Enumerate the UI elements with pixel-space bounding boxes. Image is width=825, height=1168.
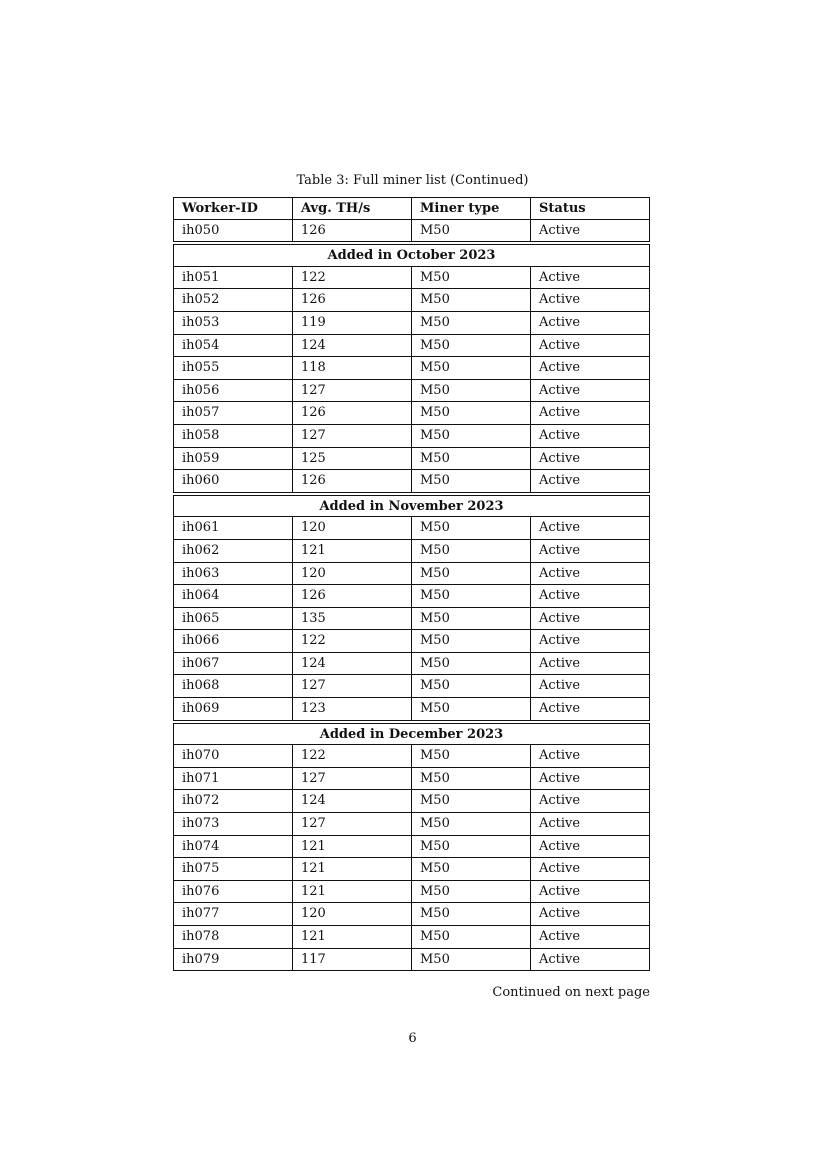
worker-id-cell: ih054 — [182, 337, 220, 353]
worker-id-cell: ih064 — [182, 588, 220, 604]
status-cell: Active — [530, 517, 649, 539]
status-cell: Active — [530, 448, 649, 470]
table-row — [173, 380, 650, 403]
status-cell: Active — [530, 675, 649, 697]
table-row — [173, 745, 650, 768]
worker-id-cell: ih056 — [182, 382, 220, 398]
miner-type-cell: M50 — [411, 630, 530, 652]
table-row — [173, 220, 650, 243]
table-row — [173, 903, 650, 926]
status-cell: Active — [530, 357, 649, 379]
table-caption: Table 3: Full miner list (Continued) — [296, 173, 529, 188]
status-cell: Active — [530, 267, 649, 289]
avg-ths-cell: 135 — [292, 608, 411, 630]
miner-type-cell: M50 — [411, 698, 530, 720]
miner-type-cell: M50 — [411, 813, 530, 835]
group-heading: Added in December 2023 — [173, 723, 650, 746]
miner-type-cell: M50 — [411, 608, 530, 630]
table-row — [173, 881, 650, 904]
table-row — [173, 949, 650, 972]
status-cell: Active — [530, 608, 649, 630]
avg-ths-cell: 124 — [292, 653, 411, 675]
table-row — [173, 267, 650, 290]
status-cell: Active — [530, 630, 649, 652]
avg-ths-cell: 126 — [292, 402, 411, 424]
table-row — [173, 608, 650, 631]
worker-id-cell: ih051 — [182, 269, 220, 285]
avg-ths-cell: 125 — [292, 448, 411, 470]
status-cell: Active — [530, 402, 649, 424]
table-row — [173, 698, 650, 721]
table-header-row — [173, 197, 650, 220]
status-cell: Active — [530, 653, 649, 675]
table-row — [173, 540, 650, 563]
status-cell: Active — [530, 926, 649, 948]
table-row — [173, 335, 650, 358]
status-cell: Active — [530, 220, 649, 242]
miner-type-cell: M50 — [411, 949, 530, 971]
miner-type-cell: M50 — [411, 289, 530, 311]
status-cell: Active — [530, 698, 649, 720]
worker-id-cell: ih068 — [182, 678, 220, 694]
miner-type-cell: M50 — [411, 858, 530, 880]
table-row — [173, 836, 650, 859]
worker-id-cell: ih061 — [182, 520, 220, 536]
status-cell: Active — [530, 563, 649, 585]
avg-ths-cell: 127 — [292, 425, 411, 447]
worker-id-cell: ih074 — [182, 838, 220, 854]
worker-id-cell: ih071 — [182, 770, 220, 786]
avg-ths-cell: 127 — [292, 675, 411, 697]
status-cell: Active — [530, 380, 649, 402]
miner-type-cell: M50 — [411, 220, 530, 242]
table-row — [173, 425, 650, 448]
worker-id-cell: ih058 — [182, 427, 220, 443]
worker-id-cell: ih060 — [182, 473, 220, 489]
avg-ths-cell: 127 — [292, 768, 411, 790]
avg-ths-cell: 122 — [292, 630, 411, 652]
table-row — [173, 357, 650, 380]
worker-id-cell: ih079 — [182, 951, 220, 967]
column-header-status: Status — [530, 198, 649, 219]
avg-ths-cell: 120 — [292, 517, 411, 539]
avg-ths-cell: 118 — [292, 357, 411, 379]
status-cell: Active — [530, 881, 649, 903]
page-number: 6 — [408, 1031, 417, 1046]
miner-type-cell: M50 — [411, 903, 530, 925]
table-row — [173, 289, 650, 312]
status-cell: Active — [530, 540, 649, 562]
avg-ths-cell: 127 — [292, 813, 411, 835]
avg-ths-cell: 123 — [292, 698, 411, 720]
worker-id-cell: ih070 — [182, 748, 220, 764]
avg-ths-cell: 126 — [292, 220, 411, 242]
avg-ths-cell: 120 — [292, 563, 411, 585]
miner-type-cell: M50 — [411, 926, 530, 948]
worker-id-cell: ih065 — [182, 610, 220, 626]
status-cell: Active — [530, 790, 649, 812]
status-cell: Active — [530, 470, 649, 492]
status-cell: Active — [530, 813, 649, 835]
group-heading: Added in October 2023 — [173, 244, 650, 267]
miner-type-cell: M50 — [411, 335, 530, 357]
avg-ths-cell: 121 — [292, 540, 411, 562]
avg-ths-cell: 127 — [292, 380, 411, 402]
miner-type-cell: M50 — [411, 448, 530, 470]
miner-type-cell: M50 — [411, 380, 530, 402]
column-header-worker-id: Worker-ID — [182, 201, 258, 216]
worker-id-cell: ih062 — [182, 542, 220, 558]
miner-type-cell: M50 — [411, 881, 530, 903]
avg-ths-cell: 124 — [292, 335, 411, 357]
worker-id-cell: ih072 — [182, 793, 220, 809]
worker-id-cell: ih077 — [182, 906, 220, 922]
avg-ths-cell: 126 — [292, 470, 411, 492]
avg-ths-cell: 117 — [292, 949, 411, 971]
avg-ths-cell: 126 — [292, 289, 411, 311]
table-row — [173, 312, 650, 335]
miner-type-cell: M50 — [411, 425, 530, 447]
miner-type-cell: M50 — [411, 585, 530, 607]
worker-id-cell: ih066 — [182, 633, 220, 649]
table-row — [173, 630, 650, 653]
table-row — [173, 675, 650, 698]
status-cell: Active — [530, 425, 649, 447]
worker-id-cell: ih075 — [182, 861, 220, 877]
status-cell: Active — [530, 585, 649, 607]
worker-id-cell: ih073 — [182, 816, 220, 832]
worker-id-cell: ih057 — [182, 405, 220, 421]
table-row — [173, 813, 650, 836]
table-row — [173, 470, 650, 493]
worker-id-cell: ih050 — [182, 222, 220, 238]
miner-type-cell: M50 — [411, 653, 530, 675]
group-heading: Added in November 2023 — [173, 495, 650, 518]
avg-ths-cell: 121 — [292, 836, 411, 858]
worker-id-cell: ih078 — [182, 929, 220, 944]
worker-id-cell: ih063 — [182, 565, 220, 581]
status-cell: Active — [530, 949, 649, 971]
avg-ths-cell: 126 — [292, 585, 411, 607]
table-row — [173, 585, 650, 608]
table-row — [173, 858, 650, 881]
table-row — [173, 563, 650, 586]
table-row — [173, 517, 650, 540]
status-cell: Active — [530, 745, 649, 767]
status-cell: Active — [530, 836, 649, 858]
worker-id-cell: ih059 — [182, 450, 220, 466]
table-row — [173, 926, 650, 949]
avg-ths-cell: 124 — [292, 790, 411, 812]
miner-type-cell: M50 — [411, 790, 530, 812]
status-cell: Active — [530, 903, 649, 925]
table-row — [173, 448, 650, 471]
miner-type-cell: M50 — [411, 312, 530, 334]
avg-ths-cell: 122 — [292, 267, 411, 289]
miner-type-cell: M50 — [411, 357, 530, 379]
table-row — [173, 402, 650, 425]
avg-ths-cell: 120 — [292, 903, 411, 925]
column-header-avg-ths: Avg. TH/s — [292, 198, 411, 219]
miner-type-cell: M50 — [411, 402, 530, 424]
worker-id-cell: ih076 — [182, 883, 220, 899]
worker-id-cell: ih055 — [182, 360, 220, 376]
miner-type-cell: M50 — [411, 470, 530, 492]
status-cell: Active — [530, 858, 649, 880]
avg-ths-cell: 121 — [292, 926, 411, 948]
avg-ths-cell: 121 — [292, 881, 411, 903]
miner-type-cell: M50 — [411, 563, 530, 585]
miner-type-cell: M50 — [411, 745, 530, 767]
miner-type-cell: M50 — [411, 675, 530, 697]
avg-ths-cell: 122 — [292, 745, 411, 767]
status-cell: Active — [530, 335, 649, 357]
worker-id-cell: ih067 — [182, 655, 220, 671]
status-cell: Active — [530, 312, 649, 334]
column-header-miner-type: Miner type — [411, 198, 530, 219]
table-row — [173, 790, 650, 813]
table-row — [173, 768, 650, 791]
worker-id-cell: ih052 — [182, 292, 220, 308]
worker-id-cell: ih069 — [182, 701, 220, 717]
miner-type-cell: M50 — [411, 267, 530, 289]
miner-table — [173, 197, 650, 971]
continued-note: Continued on next page — [492, 985, 650, 1000]
avg-ths-cell: 119 — [292, 312, 411, 334]
miner-type-cell: M50 — [411, 768, 530, 790]
status-cell: Active — [530, 768, 649, 790]
miner-type-cell: M50 — [411, 836, 530, 858]
miner-type-cell: M50 — [411, 540, 530, 562]
avg-ths-cell: 121 — [292, 858, 411, 880]
miner-type-cell: M50 — [411, 517, 530, 539]
status-cell: Active — [530, 289, 649, 311]
table-row — [173, 653, 650, 676]
worker-id-cell: ih053 — [182, 314, 220, 330]
